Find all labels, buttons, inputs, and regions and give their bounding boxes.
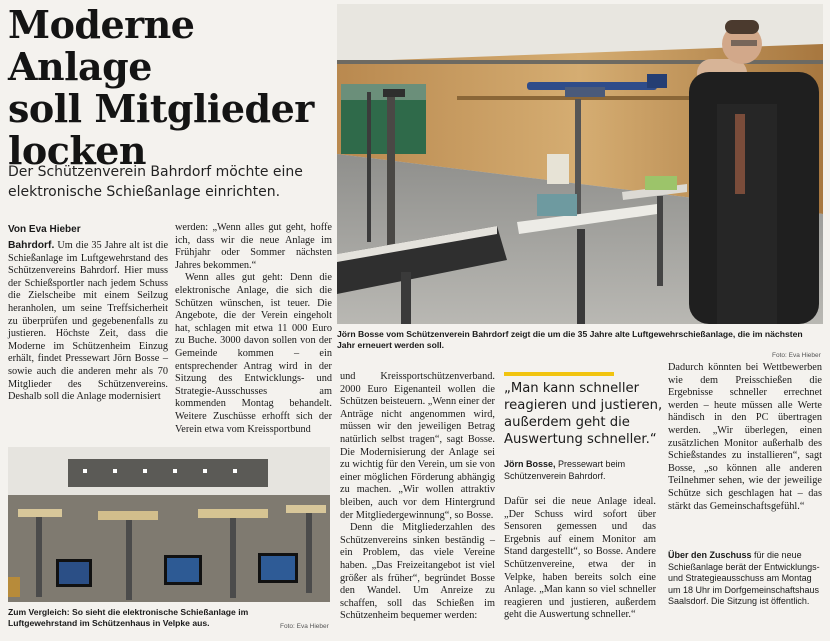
comparison-photo-caption: Zum Vergleich: So sieht die elektronische Schießanlage im Luftgewehrstand im Schützenhaus in Velpke aus. [8,607,249,628]
quote-accent-bar [504,372,614,376]
shooting-range-photo [337,4,823,324]
main-photo [337,4,823,324]
column-3-paragraph-2: Denn die Mitgliederzahlen des Schützenvereins sinken beständig – ein Problem, das viele Vereine haben. „Das Freizeitangebot ist viel größer als früher“, begründet Bosse den Wandel. Um Anreize zu schaffen, soll das Schießen im Schützenheim bequemer werden: [340,522,495,622]
headline-line-1: Moderne Anlage [8,2,195,89]
column-2-paragraph-1: werden: „Wenn alles gut geht, hoffe ich, dass wir die neue Anlage im Frühjahr oder Sommer nächsten Jahres bekommen.“ [175,222,332,271]
pull-quote: „Man kann schneller reagieren und justieren, außerdem geht die Auswertung schneller.“ [504,381,663,447]
quote-author-name: Jörn Bosse, [504,459,556,469]
comparison-photo [8,447,330,602]
comparison-photo-credit: Foto: Eva Hieber [280,623,329,630]
info-box-title: Über den Zuschuss [668,550,752,560]
dateline: Bahrdorf. [8,240,55,251]
subheadline: Der Schützenverein Bahrdorf möchte eine elektronische Schießanlage einrichten. [8,164,303,200]
headline [8,4,330,172]
main-photo-caption: Jörn Bosse vom Schützenverein Bahrdorf zeigt die um die 35 Jahre alte Luftgewehrschießanlage, die im nächsten Jahr erneuert werden soll. [337,329,803,350]
article-column-4: Dafür sei die neue Anlage ideal. „Der Schuss wird sofort über Sensoren gemessen und das Ergebnis auf einem Monitor am Stand dargestellt“, so Bosse. Andere Schützenvereine, etwa der in Velpke, haben bereits solch eine Anlage. „Man kann so viel schneller reagieren und justieren, außerdem geht die Auswertung schneller.“ [504,496,656,621]
quote-attribution [504,459,660,482]
headline-line-2: soll Mitglieder [8,86,314,131]
article-column-1 [8,240,168,404]
column-3-paragraph-1: und Kreissportschützenverband. 2000 Euro Eigenanteil wollen die Schützen beisteuern. „Wenn einer der Anträge nicht angenommen wird, müssen wir den jeweiligen Betrag natürlich selbst tragen“, sagt Bosse. Die Modernisierung der Anlage sei zu wichtig für den Verein, um sie von einer möglichen Förderung abhängig zu machen. „Wir wollen attraktiv bleiben, auch vor dem Hintergrund der Mitgliedergewinnung“, so Bosse. [340,371,495,521]
article-column-2 [175,222,332,436]
velpke-range-photo [8,447,330,602]
article-column-3 [340,371,495,623]
byline: Von Eva Hieber [8,224,81,235]
info-box-text: für die neue Schießanlage berät der Entwicklungs- und Strategieausschuss am Montag um 18 Uhr im Dorfgemeinschaftshaus Saalsdorf. Die Sitzung ist öffentlich. [668,550,820,607]
info-box [668,550,822,608]
column-1-text: Um die 35 Jahre alt ist die Schießanlage im Luftgewehrstand des Schützenvereins Bahrdorf. Hier muss der Schießsportler nach jedem Schuss die Zielscheibe mit einem Seilzug heranholen, um seine Treffsicherheit zu überprüfen und gegebenenfalls zu justieren. Höchste Zeit, dass die Moderne im Schützenheim Einzug erhält, findet Pressewart Jörn Bosse – sowie auch die anderen mehr als 70 Mitglieder des Schützenvereins. Deshalb soll die Anlage modernisiert [8,240,169,403]
headline-line-3: locken [8,128,147,173]
column-2-paragraph-2: Wenn alles gut geht: Denn die elektronische Anlage, die sich die Schützen wünschen, ist teuer. Die Angebote, die der Verein eingeholt hat, schlagen mit etwa 11 000 Euro zu Buche. 3000 davon sollen von der Gemeinde kommen – ein entsprechender Antrag wird in der Sitzung des Entwicklungs- und Strategie-Ausschusses am kommenden Montag behandelt. Weitere Zuschüsse erhofft sich der Verein etwa vom Kreissportbund [175,272,332,435]
article-column-5: Dadurch könnten bei Wettbewerben wie dem Preisschießen die Ergebnisse schneller errechnet werden – heute müssen alle Werte händisch in den PC übertragen werden. „Wir überlegen, einen zusätzlichen Monitor außerhalb des Schießstandes zu installieren“, sagt Bosse, „so können alle anderen Teilnehmer sehen, wie der jeweilige Schütze sich geschlagen hat – das stärkt das Gemeinschaftsgefühl.“ [668,362,822,512]
quote-author-role: Pressewart beim Schützenverein Bahrdorf. [504,459,626,481]
main-photo-credit: Foto: Eva Hieber [772,352,821,359]
